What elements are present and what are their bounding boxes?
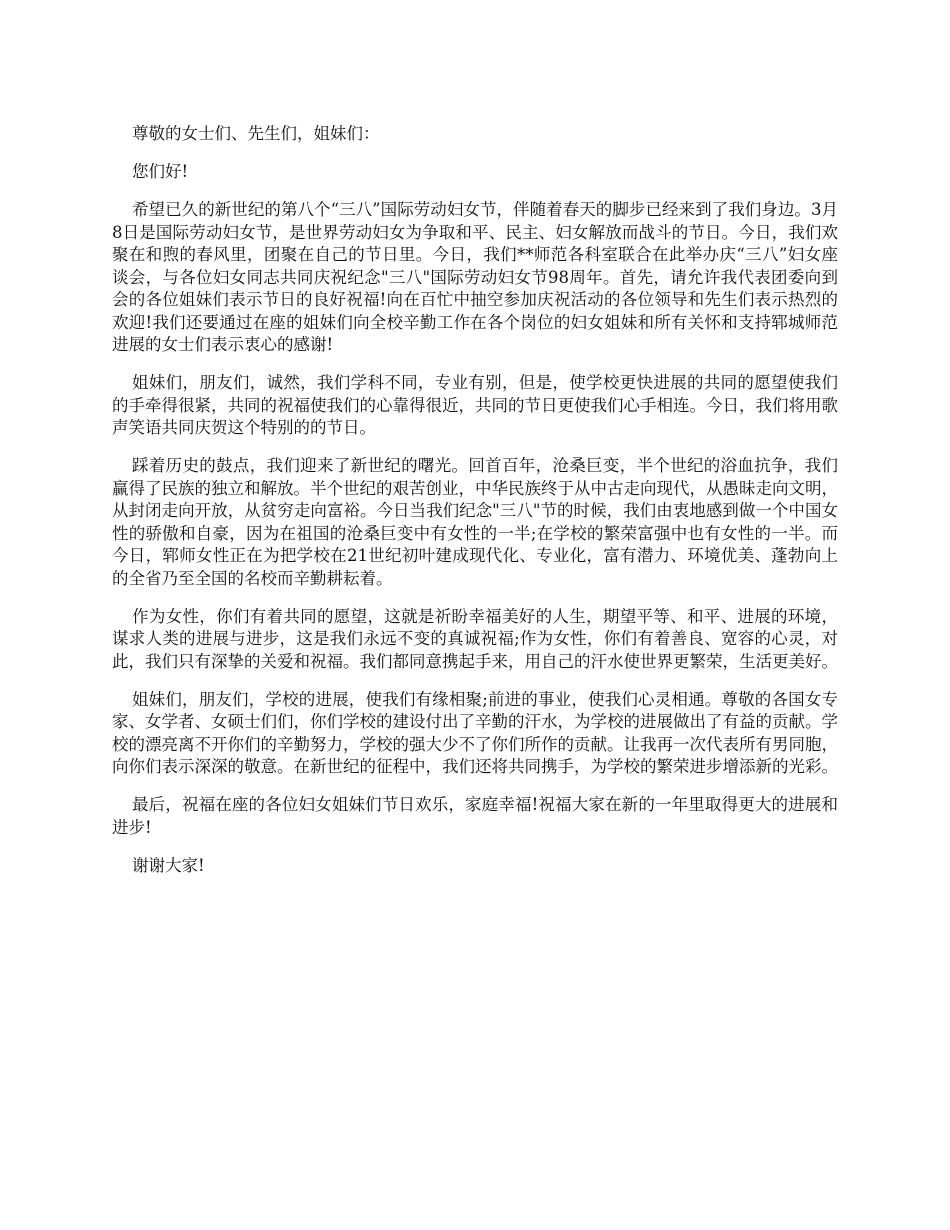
body-paragraph: 作为女性，你们有着共同的愿望，这就是祈盼幸福美好的人生，期望平等、和平、进展的环境，谋求人类的进展与进步，这是我们永远不变的真诚祝福;作为女性，你们有着善良、宽容的心灵，对此，我们只有深挚的关爱和祝福。我们都同意携起手来，用自己的汗水使世界更繁荣，生活更美好。 xyxy=(112,606,838,671)
greeting: 您们好! xyxy=(132,162,189,181)
document-page xyxy=(112,123,838,893)
body-paragraph: 希望已久的新世纪的第八个“三八”国际劳动妇女节，伴随着春天的脚步已经来到了我们身边。3月8日是国际劳动妇女节，是世界劳动妇女为争取和平、民主、妇女解放而战斗的节日。今日，我们欢聚在和煦的春风里，团聚在自己的节日里。今日，我们**师范各科室联合在此举办庆“三八”妇女座谈会，与各位妇女同志共同庆祝纪念"三八"国际劳动妇女节98周年。首先，请允许我代表团委向到会的各位姐妹们表示节日的良好祝福!向在百忙中抽空参加庆祝活动的各位领导和先生们表示热烈的欢迎!我们还要通过在座的姐妹们向全校辛勤工作在各个岗位的妇女姐妹和所有关怀和支持郓城师范进展的女士们表示衷心的感谢! xyxy=(112,200,838,354)
body-paragraph: 踩着历史的鼓点，我们迎来了新世纪的曙光。回首百年，沧桑巨变，半个世纪的浴血抗争，我们赢得了民族的独立和解放。半个世纪的艰苦创业，中华民族终于从中古走向现代，从愚昧走向文明，从封闭走向开放，从贫穷走向富裕。今日当我们纪念"三八"节的时候，我们由衷地感到做一个中国女性的骄傲和自豪，因为在祖国的沧桑巨变中有女性的一半;在学校的繁荣富强中也有女性的一半。而今日，郓师女性正在为把学校在21世纪初叶建成现代化、专业化，富有潜力、环境优美、蓬勃向上的全省乃至全国的名校而辛勤耕耘着。 xyxy=(112,456,838,588)
closing-paragraph: 最后，祝福在座的各位妇女姐妹们节日欢乐，家庭幸福!祝福大家在新的一年里取得更大的进展和进步! xyxy=(112,795,838,837)
body-paragraph: 姐妹们，朋友们，学校的进展，使我们有缘相聚;前进的事业，使我们心灵相通。尊敬的各国女专家、女学者、女硕士们们，你们学校的建设付出了辛勤的汗水，为学校的进展做出了有益的贡献。学校的漂亮离不开你们的辛勤努力，学校的强大少不了你们所作的贡献。让我再一次代表所有男同胞，向你们表示深深的敬意。在新世纪的征程中，我们还将共同携手，为学校的繁荣进步增添新的光彩。 xyxy=(112,689,838,776)
body-paragraph: 姐妹们，朋友们，诚然，我们学科不同，专业有别，但是，使学校更快进展的共同的愿望使我们的手牵得很紧，共同的祝福使我们的心靠得很近，共同的节日更使我们心手相连。今日，我们将用歌声笑语共同庆贺这个特别的的节日。 xyxy=(112,373,838,437)
thanks-line: 谢谢大家! xyxy=(132,855,205,875)
salutation: 尊敬的女士们、先生们，姐妹们： xyxy=(132,124,380,143)
